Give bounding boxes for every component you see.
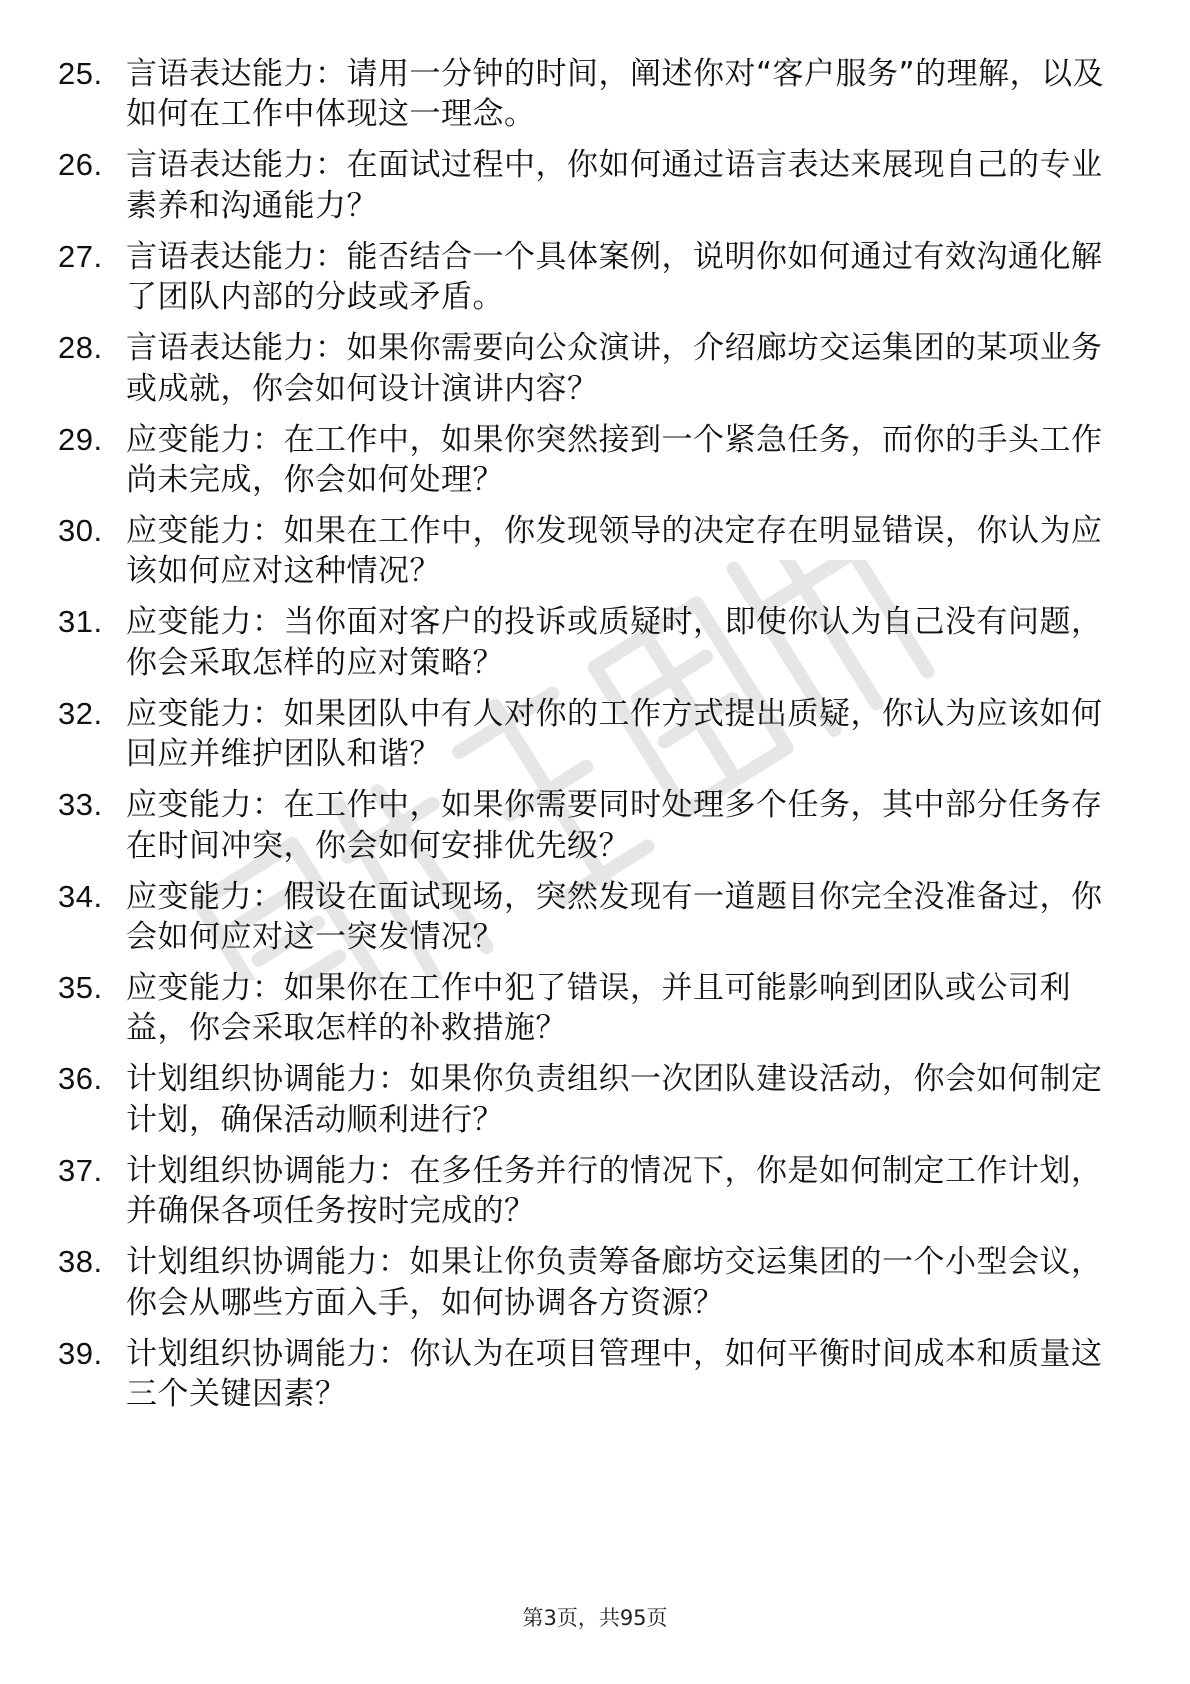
question-text: 言语表达能力：能否结合一个具体案例，说明你如何通过有效沟通化解了团队内部的分歧或矛盾。: [126, 238, 1103, 316]
question-number: 27.: [58, 238, 103, 274]
question-number: 35.: [58, 970, 103, 1006]
question-item: [58, 420, 1118, 501]
question-number: 38.: [58, 1244, 103, 1280]
question-number: 28.: [58, 330, 103, 366]
question-text: 应变能力：在工作中，如果你需要同时处理多个任务，其中部分任务存在时间冲突，你会如何安排优先级？: [126, 787, 1103, 864]
question-number: 29.: [58, 421, 103, 457]
question-number: 32.: [58, 695, 103, 731]
question-text: 应变能力：如果在工作中，你发现领导的决定存在明显错误，你认为应该如何应对这种情况？: [126, 513, 1103, 590]
question-number: 36.: [58, 1061, 103, 1097]
question-item: [58, 145, 1118, 226]
question-text: 应变能力：如果团队中有人对你的工作方式提出质疑，你认为应该如何回应并维护团队和谐？: [126, 695, 1103, 773]
question-text: 言语表达能力：如果你需要向公众演讲，介绍廊坊交运集团的某项业务或成就，你会如何设计演讲内容？: [126, 330, 1103, 407]
question-number: 33.: [58, 787, 103, 823]
question-number: 31.: [58, 604, 103, 640]
question-text: 计划组织协调能力：如果你负责组织一次团队建设活动，你会如何制定计划，确保活动顺利进行？: [126, 1061, 1103, 1138]
question-number: 34.: [58, 878, 103, 914]
question-list: [58, 54, 1118, 1425]
question-item: [58, 694, 1118, 775]
question-item: [58, 328, 1118, 409]
question-number: 30.: [58, 513, 103, 549]
question-item: [58, 968, 1118, 1049]
question-item: [58, 785, 1118, 866]
question-item: [58, 877, 1118, 958]
question-text: 应变能力：在工作中，如果你突然接到一个紧急任务，而你的手头工作尚未完成，你会如何处理？: [126, 421, 1103, 499]
question-text: 言语表达能力：请用一分钟的时间，阐述你对“客户服务”的理解，以及如何在工作中体现这一理念。: [126, 56, 1105, 133]
question-text: 言语表达能力：在面试过程中，你如何通过语言表达来展现自己的专业素养和沟通能力？: [126, 147, 1103, 224]
question-number: 37.: [58, 1152, 103, 1188]
question-text: 计划组织协调能力：在多任务并行的情况下，你是如何制定工作计划，并确保各项任务按时完成的？: [126, 1152, 1103, 1230]
question-number: 39.: [58, 1335, 103, 1371]
question-text: 应变能力：当你面对客户的投诉或质疑时，即使你认为自己没有问题，你会采取怎样的应对策略？: [126, 604, 1103, 681]
question-item: [58, 237, 1118, 318]
question-item: [58, 1059, 1118, 1140]
question-item: [58, 1242, 1118, 1323]
question-item: [58, 1334, 1118, 1415]
question-item: [58, 602, 1118, 683]
page-footer: 第3页，共95页: [522, 1606, 668, 1630]
question-text: 计划组织协调能力：如果让你负责筹备廊坊交运集团的一个小型会议，你会从哪些方面入手，如何协调各方资源？: [126, 1244, 1103, 1321]
question-item: [58, 54, 1118, 135]
question-text: 应变能力：假设在面试现场，突然发现有一道题目你完全没准备过，你会如何应对这一突发情况？: [126, 878, 1103, 956]
question-number: 25.: [58, 56, 103, 91]
question-text: 计划组织协调能力：你认为在项目管理中，如何平衡时间成本和质量这三个关键因素？: [126, 1335, 1103, 1413]
question-item: [58, 1151, 1118, 1232]
question-number: 26.: [58, 147, 103, 183]
question-text: 应变能力：如果你在工作中犯了错误，并且可能影响到团队或公司利益，你会采取怎样的补救措施？: [126, 970, 1071, 1047]
question-item: [58, 511, 1118, 592]
